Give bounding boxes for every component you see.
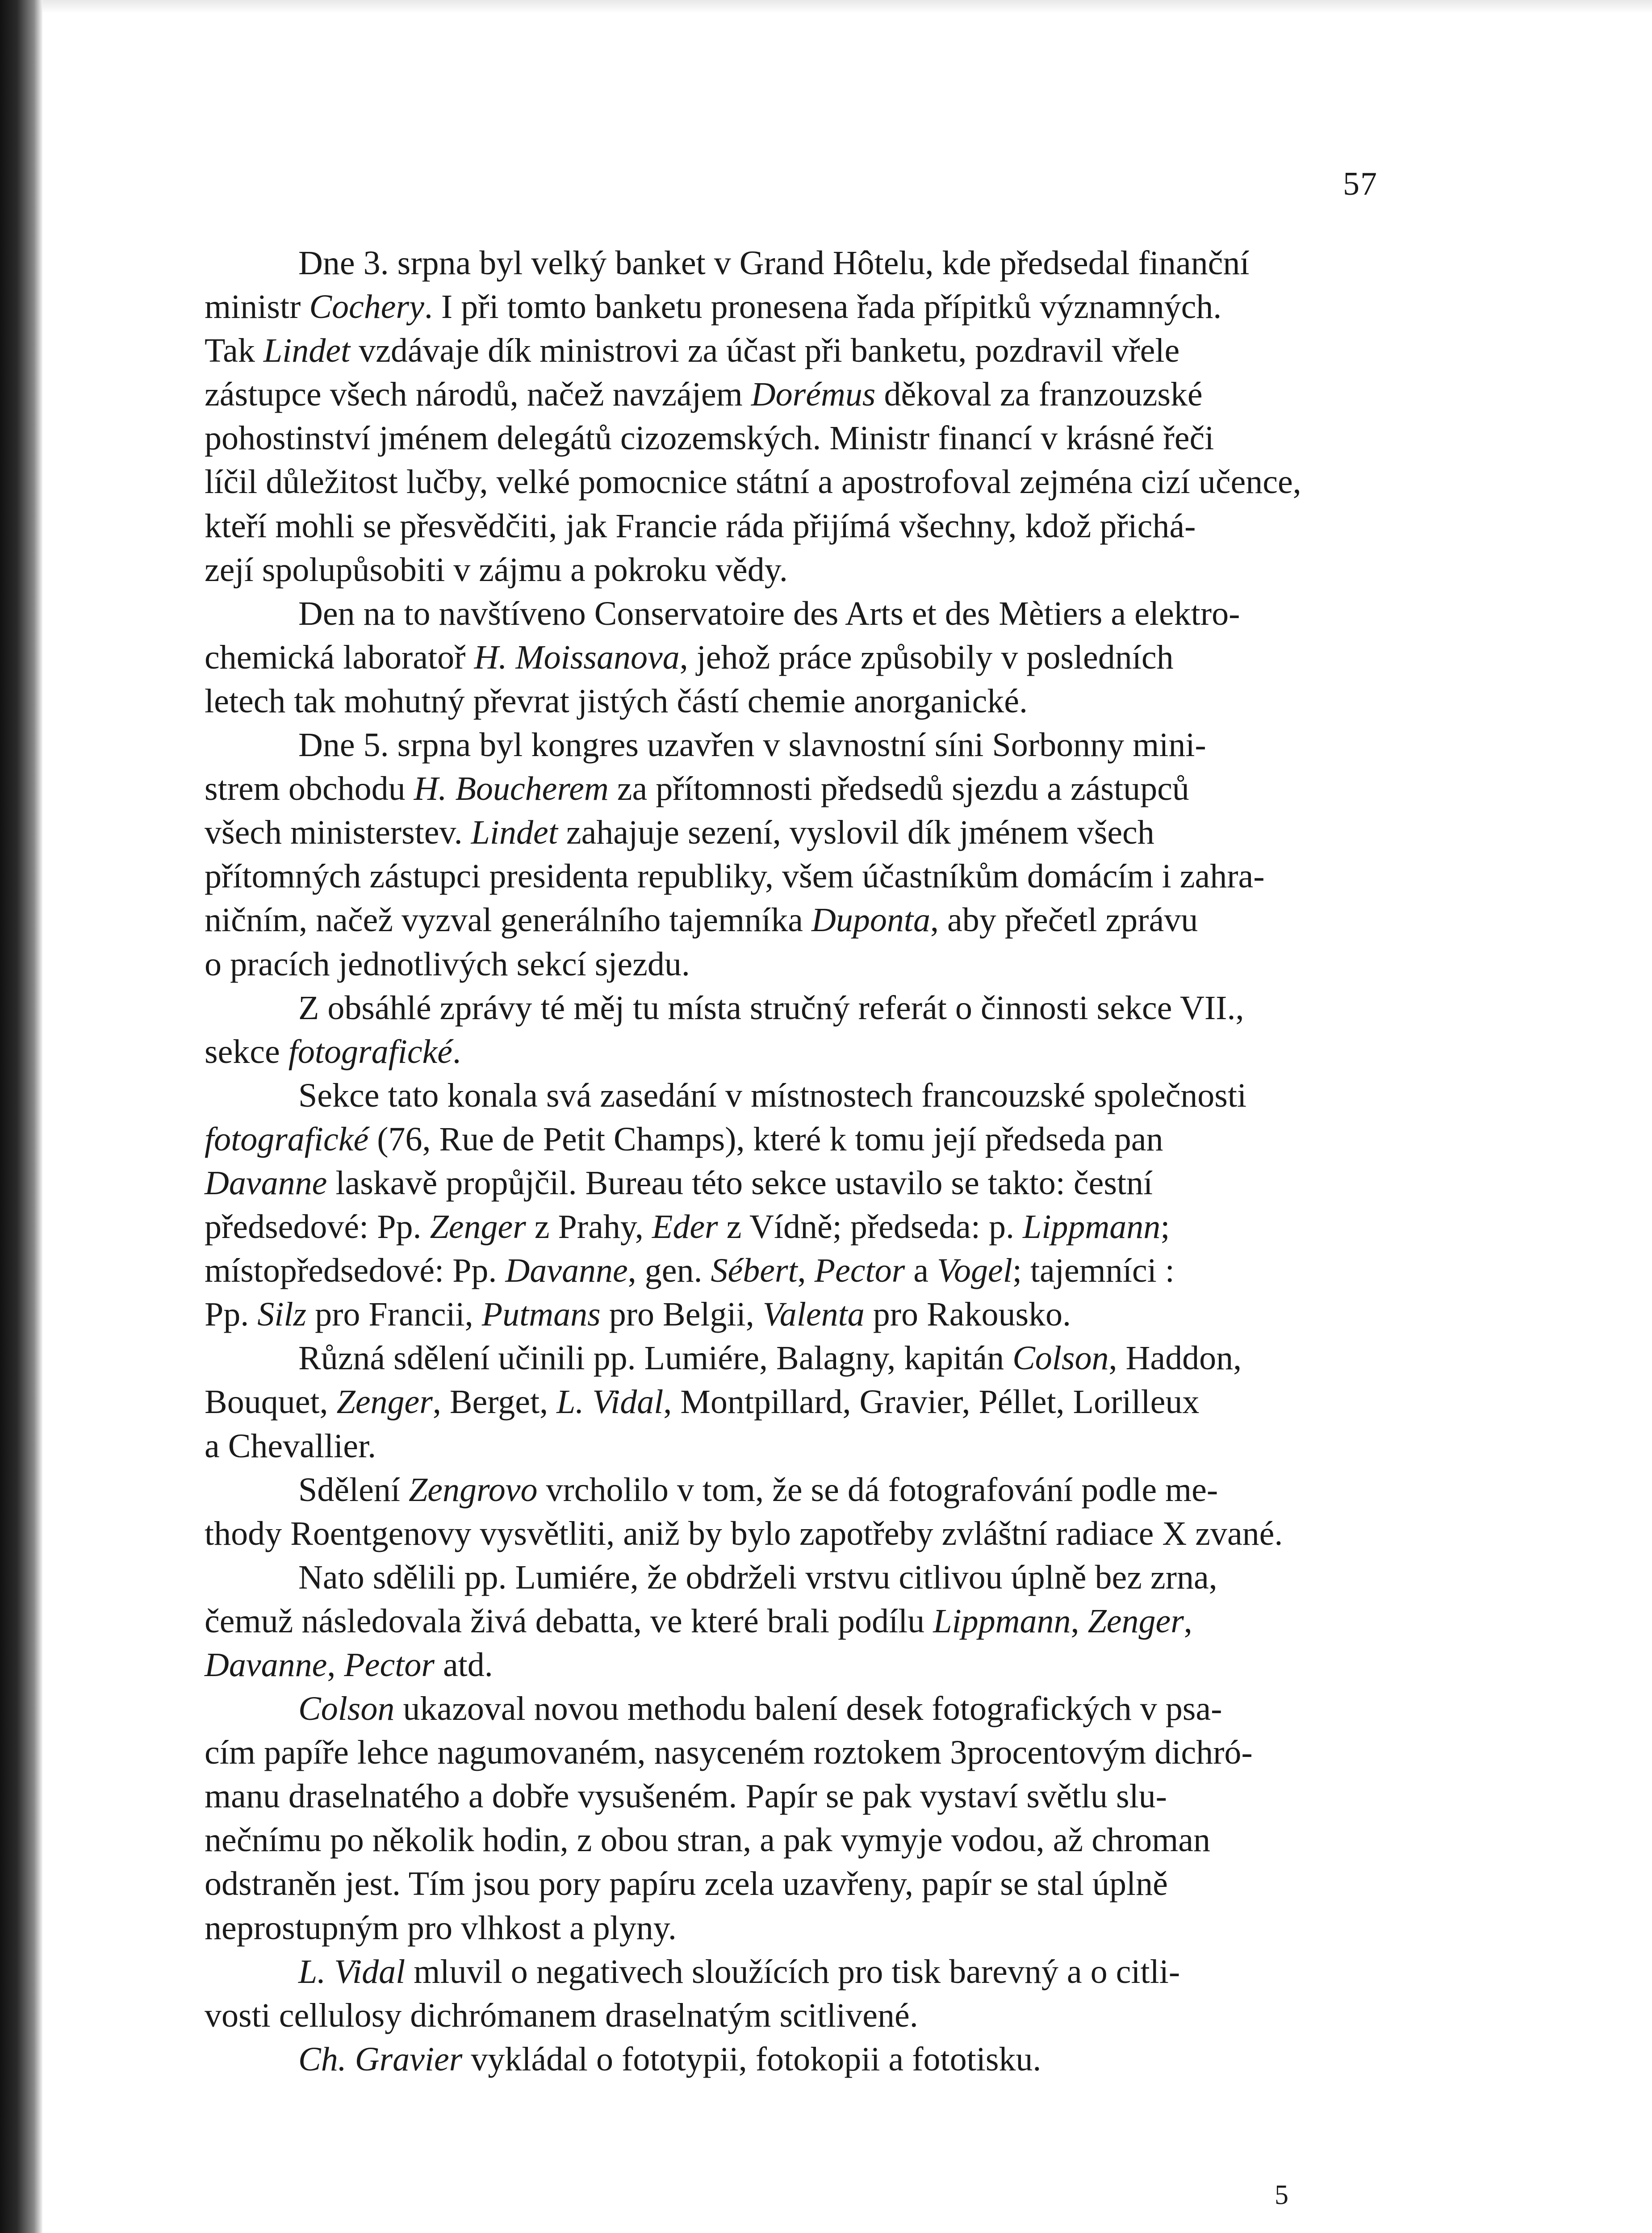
paragraph-lumiere bbox=[205, 1556, 1379, 1687]
paragraph-banket bbox=[205, 241, 1379, 592]
text-line: ničním, načež vyzval generálního tajemníka Duponta, aby přečetl zprávu bbox=[205, 901, 1198, 939]
text-line: Nato sdělili pp. Lumiére, že obdrželi vrstvu citlivou úplně bez zrna, bbox=[298, 1558, 1217, 1596]
text-line: odstraněn jest. Tím jsou pory papíru zcela uzavřeny, papír se stal úplně bbox=[205, 1865, 1168, 1903]
text-line: Den na to navštíveno Conservatoire des Arts et des Mètiers a elektro- bbox=[298, 594, 1240, 632]
text-line: Colson ukazoval novou methodu balení desek fotografických v psa- bbox=[298, 1690, 1222, 1728]
text-line: Davanne, Pector atd. bbox=[205, 1646, 493, 1684]
text-line: o pracích jednotlivých sekcí sjezdu. bbox=[205, 945, 690, 983]
text-line: čemuž následovala živá debatta, ve které brali podílu Lippmann, Zenger, bbox=[205, 1602, 1192, 1640]
text-line: Sdělení Zengrovo vrcholilo v tom, že se dá fotografování podle me- bbox=[298, 1471, 1218, 1509]
paragraph-sekce bbox=[205, 1074, 1379, 1337]
text-line: místopředsedové: Pp. Davanne, gen. Sébert, Pector a Vogel; tajemníci : bbox=[205, 1252, 1175, 1290]
text-line: zejí spolupůsobiti v zájmu a pokroku vědy. bbox=[205, 551, 788, 589]
text-line: cím papíře lehce nagumovaném, nasyceném roztokem 3procentovým dichró- bbox=[205, 1734, 1253, 1772]
text-line: Dne 3. srpna byl velký banket v Grand Hôtelu, kde předsedal finanční bbox=[298, 244, 1250, 282]
text-line: Různá sdělení učinili pp. Lumiére, Balagny, kapitán Colson, Haddon, bbox=[298, 1339, 1242, 1377]
paragraph-zenger bbox=[205, 1468, 1379, 1556]
text-line: thody Roentgenovy vysvětliti, aniž by bylo zapotřeby zvláštní radiace X zvané. bbox=[205, 1514, 1283, 1552]
text-line: neprostupným pro vlhkost a plyny. bbox=[205, 1909, 677, 1947]
text-line: a Chevallier. bbox=[205, 1427, 376, 1465]
text-line: manu draselnatého a dobře vysušeném. Papír se pak vystaví světlu slu- bbox=[205, 1777, 1167, 1815]
text-line: Tak Lindet vzdávaje dík ministrovi za účast při banketu, pozdravil vřele bbox=[205, 332, 1180, 370]
text-line: Z obsáhlé zprávy té měj tu místa stručný referát o činnosti sekce VII., bbox=[298, 989, 1244, 1027]
paragraph-gravier bbox=[205, 2037, 1379, 2081]
body-text bbox=[205, 241, 1379, 2081]
text-line: Pp. Silz pro Francii, Putmans pro Belgii, Valenta pro Rakousko. bbox=[205, 1296, 1071, 1334]
text-line: letech tak mohutný převrat jistých částí chemie anorganické. bbox=[205, 682, 1028, 720]
text-line: fotografické (76, Rue de Petit Champs), které k tomu její předseda pan bbox=[205, 1120, 1163, 1158]
paragraph-conservatoire bbox=[205, 592, 1379, 723]
paragraph-sorbonne bbox=[205, 723, 1379, 986]
text-line: chemická laboratoř H. Moissanova, jehož práce způsobily v posledních bbox=[205, 638, 1174, 676]
paragraph-vidal bbox=[205, 1950, 1379, 2037]
text-line: Sekce tato konala svá zasedání v místnostech francouzské společnosti bbox=[298, 1076, 1247, 1114]
text-line: strem obchodu H. Boucherem za přítomnosti předsedů sjezdu a zástupců bbox=[205, 770, 1189, 808]
text-line: vosti cellulosy dichrómanem draselnatým scitlivené. bbox=[205, 1996, 918, 2034]
paragraph-referat bbox=[205, 986, 1379, 1074]
text-line: L. Vidal mluvil o negativech sloužících pro tisk barevný a o citli- bbox=[298, 1953, 1180, 1990]
text-line: všech ministerstev. Lindet zahajuje sezení, vyslovil dík jménem všech bbox=[205, 814, 1154, 852]
text-line: líčil důležitost lučby, velké pomocnice státní a apostrofoval zejména cizí učence, bbox=[205, 463, 1301, 501]
text-line: pohostinství jménem delegátů cizozemských. Ministr financí v krásné řeči bbox=[205, 419, 1214, 457]
paragraph-sdeleni bbox=[205, 1336, 1379, 1468]
paragraph-colson bbox=[205, 1687, 1379, 1950]
text-line: Dne 5. srpna byl kongres uzavřen v slavnostní síni Sorbonny mini- bbox=[298, 726, 1206, 764]
text-line: Bouquet, Zenger, Berget, L. Vidal, Montpillard, Gravier, Péllet, Lorilleux bbox=[205, 1383, 1200, 1421]
text-line: zástupce všech národů, načež navzájem Dorémus děkoval za franzouzské bbox=[205, 376, 1203, 414]
text-line: sekce fotografické. bbox=[205, 1033, 461, 1071]
text-line: předsedové: Pp. Zenger z Prahy, Eder z Vídně; předseda: p. Lippmann; bbox=[205, 1208, 1170, 1246]
page-number: 57 bbox=[1343, 166, 1378, 202]
text-line: přítomných zástupci presidenta republiky, všem účastníkům domácím i zahra- bbox=[205, 857, 1265, 895]
text-line: nečnímu po několik hodin, z obou stran, a pak vymyje vodou, až chroman bbox=[205, 1821, 1211, 1859]
text-line: kteří mohli se přesvědčiti, jak Francie ráda přijímá všechny, kdož přichá- bbox=[205, 507, 1196, 545]
text-line: ministr Cochery. I při tomto banketu pronesena řada přípitků významných. bbox=[205, 288, 1222, 326]
page-top-edge bbox=[42, 0, 1652, 13]
signature-mark: 5 bbox=[1275, 2180, 1288, 2210]
text-line: Davanne laskavě propůjčil. Bureau této sekce ustavilo se takto: čestní bbox=[205, 1164, 1153, 1202]
text-line: Ch. Gravier vykládal o fototypii, fotokopii a fototisku. bbox=[298, 2040, 1041, 2078]
page-binding-shadow bbox=[0, 0, 42, 2233]
